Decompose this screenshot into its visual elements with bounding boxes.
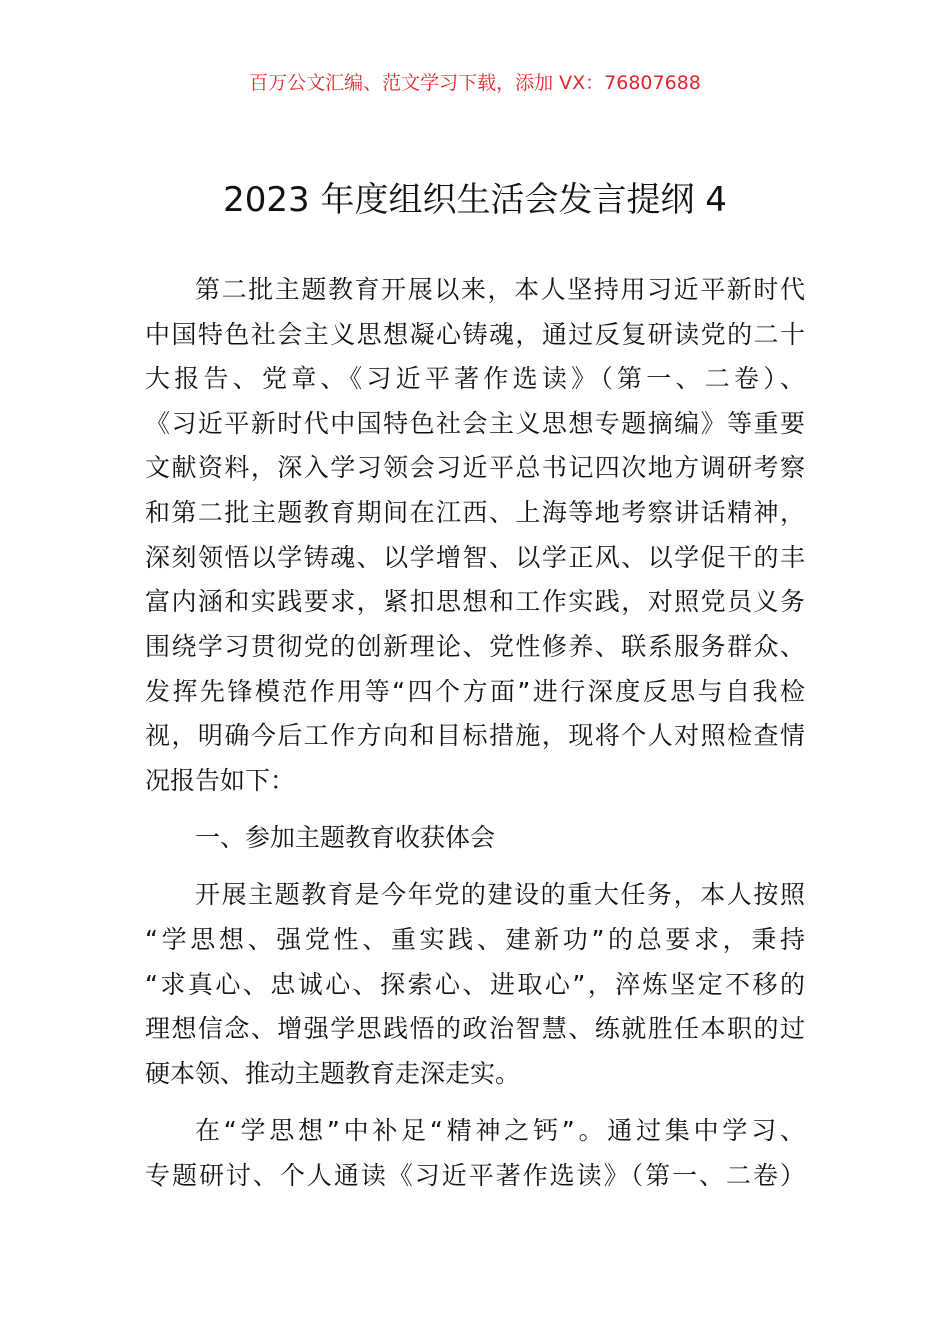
text-line: 和第二批主题教育期间在江西、上海等地考察讲话精神，: [145, 498, 805, 527]
text-line: 《习近平新时代中国特色社会主义思想专题摘编》等重要: [145, 409, 805, 438]
document-title: 2023 年度组织生活会发言提纲 4: [223, 180, 727, 220]
text-line: 开展主题教育是今年党的建设的重大任务，本人按照: [195, 880, 805, 909]
text-line: “求真心、忠诚心、探索心、进取心”，淬炼坚定不移的: [145, 970, 805, 999]
header-note: 百万公文汇编、范文学习下载，添加 VX：76807688: [249, 72, 701, 94]
text-line: 理想信念、增强学思践悟的政治智慧、练就胜任本职的过: [145, 1014, 805, 1043]
text-line: 视，明确今后工作方向和目标措施，现将个人对照检查情: [145, 721, 805, 750]
text-line: 深刻领悟以学铸魂、以学增智、以学正风、以学促干的丰: [145, 543, 805, 572]
text-line: 文献资料，深入学习领会习近平总书记四次地方调研考察: [145, 453, 805, 482]
text-line: 围绕学习贯彻党的创新理论、党性修养、联系服务群众、: [145, 632, 805, 661]
text-line: 专题研讨、个人通读《习近平著作选读》（第一、二卷）: [145, 1161, 805, 1190]
text-line: 在“学思想”中补足“精神之钙”。通过集中学习、: [195, 1116, 805, 1145]
text-line: 富内涵和实践要求，紧扣思想和工作实践，对照党员义务: [145, 587, 805, 616]
text-line: 硬本领、推动主题教育走深走实。: [145, 1059, 521, 1088]
text-line: 第二批主题教育开展以来，本人坚持用习近平新时代: [195, 275, 805, 304]
text-line: 发挥先锋模范作用等“四个方面”进行深度反思与自我检: [145, 677, 805, 706]
text-line: 大报告、党章、《习近平著作选读》（第一、二卷）、: [145, 364, 805, 393]
text-line: “学思想、强党性、重实践、建新功”的总要求，秉持: [145, 925, 805, 954]
text-line: 况报告如下：: [145, 766, 296, 795]
section-heading: 一、参加主题教育收获体会: [195, 823, 496, 852]
text-line: 中国特色社会主义思想凝心铸魂，通过反复研读党的二十: [145, 320, 805, 349]
